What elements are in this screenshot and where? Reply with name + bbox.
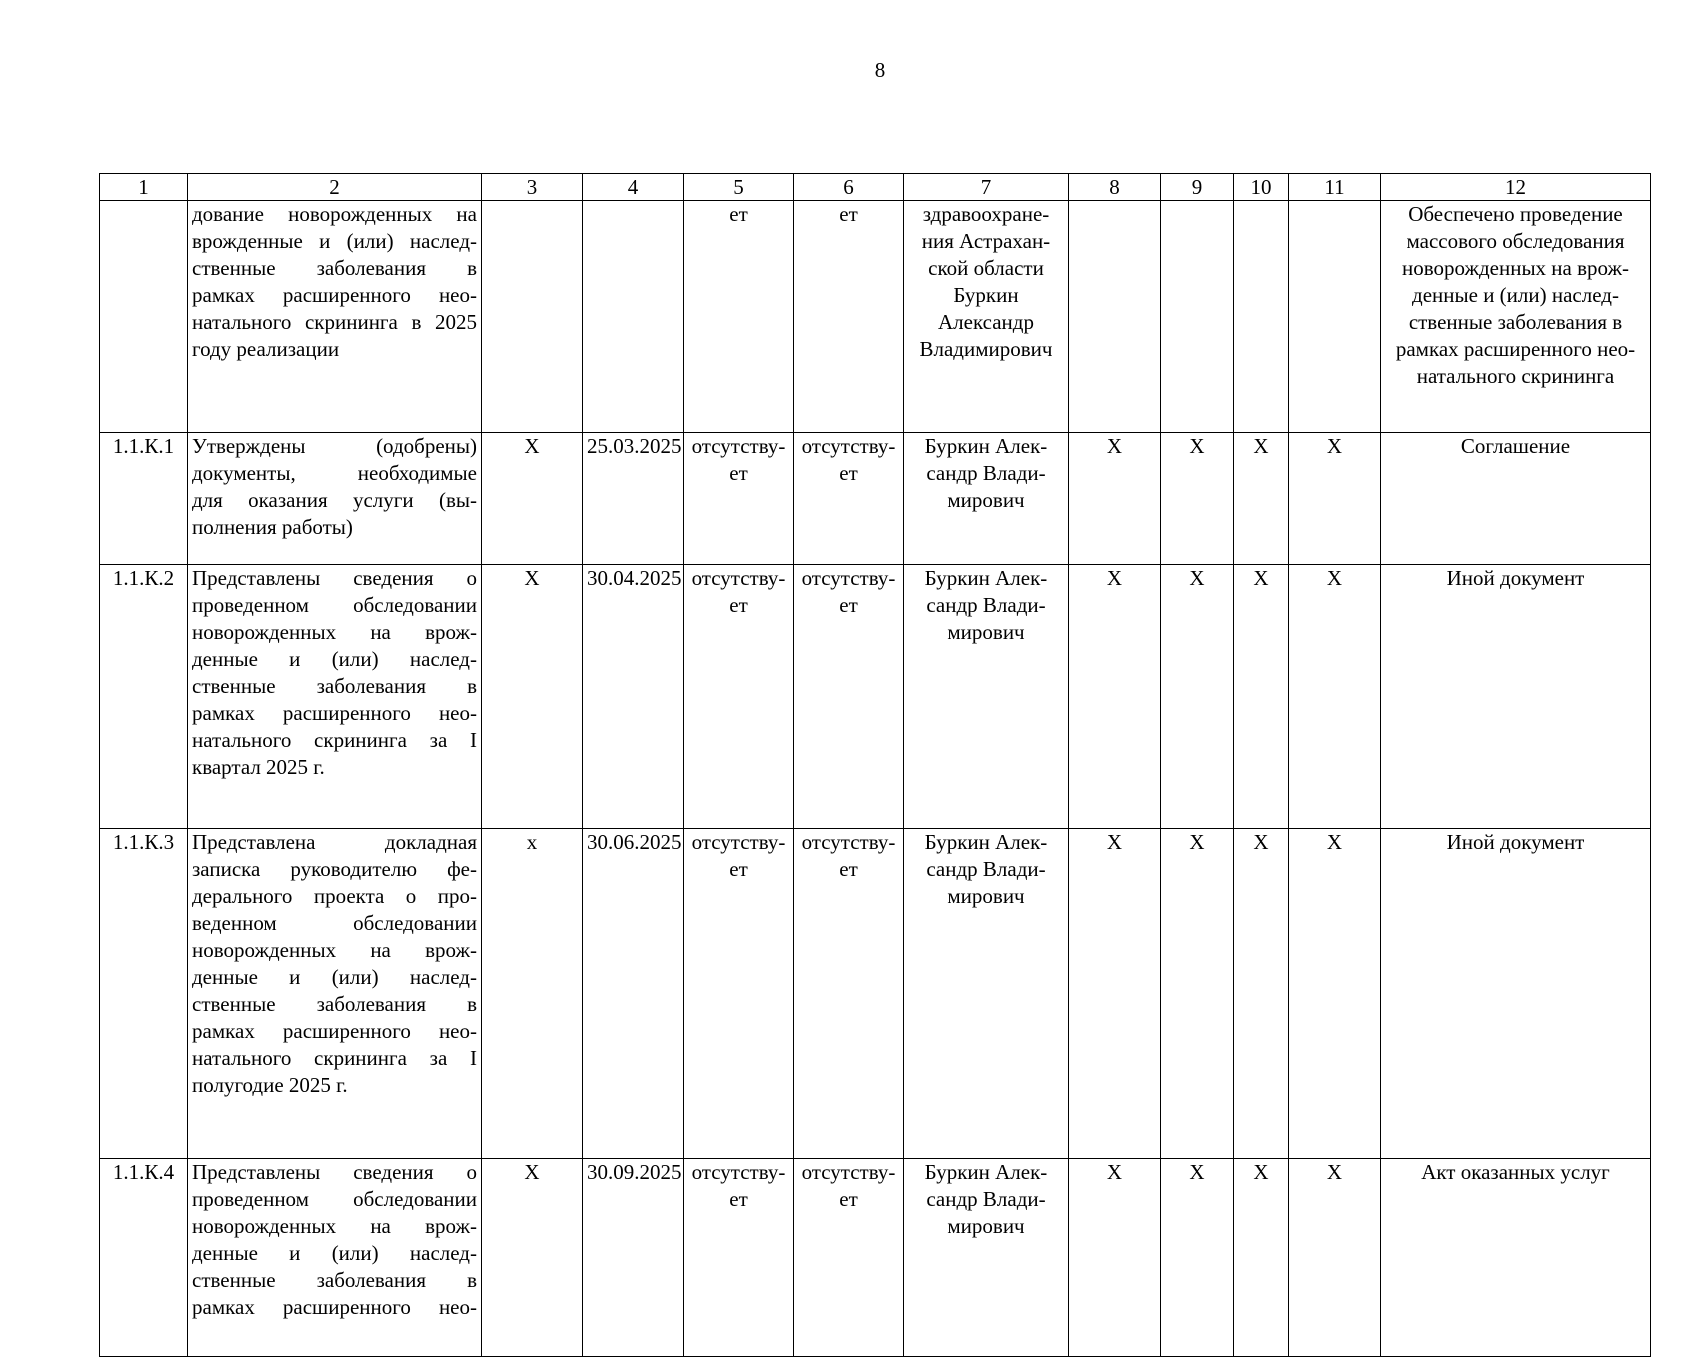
responsible-cell-line: сандр Влади- (926, 857, 1046, 881)
header-cell-5: 5 (684, 174, 794, 201)
header-row (100, 174, 1651, 201)
header-cell-4: 4 (583, 174, 684, 201)
description-line: ственные заболевания в (192, 992, 477, 1016)
result-document-cell-line: Иной документ (1446, 566, 1585, 590)
result-document-cell-line: Акт оказанных услуг (1421, 1160, 1610, 1184)
description-line: квартал 2025 г. (192, 755, 325, 779)
responsible-cell-line: мирович (947, 884, 1025, 908)
row-code-cell: 1.1.К.2 (100, 565, 188, 829)
result-document-cell (1381, 433, 1651, 565)
page-number: 8 (874, 58, 886, 82)
col8-cell: X (1069, 433, 1161, 565)
col9-cell (1161, 201, 1234, 433)
col9-cell: X (1161, 1159, 1234, 1357)
responsible-cell-line: Буркин Алек- (924, 566, 1048, 590)
description-line: ственные заболевания в (192, 256, 477, 280)
col3-cell (482, 201, 583, 433)
date-cell: 30.04.2025 (583, 565, 684, 829)
col6-cell-line: отсутству- (801, 830, 896, 854)
col9-cell: X (1161, 565, 1234, 829)
header-cell-8: 8 (1069, 174, 1161, 201)
col8-cell: X (1069, 565, 1161, 829)
col6-cell-line: отсутству- (801, 434, 896, 458)
header-cell-7: 7 (904, 174, 1069, 201)
description-line: ственные заболевания в (192, 1268, 477, 1292)
col5-cell-line: ет (729, 461, 748, 485)
col10-cell (1234, 201, 1289, 433)
result-document-cell (1381, 829, 1651, 1159)
row-description-cell (188, 565, 482, 829)
description-line: Представлена докладная (192, 830, 477, 854)
col5-cell-line: отсутству- (691, 830, 786, 854)
table-row (100, 201, 1651, 433)
responsible-cell-line: Владимирович (919, 337, 1053, 361)
description-line: для оказания услуги (вы- (192, 488, 477, 512)
col6-cell (794, 829, 904, 1159)
plan-table (99, 173, 1651, 1357)
description-line: проведенном обследовании (192, 593, 477, 617)
result-document-cell-line: натального скрининга (1416, 364, 1615, 388)
col9-cell: X (1161, 829, 1234, 1159)
description-line: новорожденных на врож- (192, 620, 477, 644)
col6-cell-line: ет (839, 461, 858, 485)
col5-cell (684, 201, 794, 433)
row-code-cell: 1.1.К.3 (100, 829, 188, 1159)
row-description-cell (188, 1159, 482, 1357)
table-row (100, 829, 1651, 1159)
description-line: рамках расширенного нео- (192, 1295, 477, 1319)
col6-cell (794, 433, 904, 565)
date-cell: 30.06.2025 (583, 829, 684, 1159)
responsible-cell-line: Александр (938, 310, 1034, 334)
result-document-cell-line: Обеспечено проведение (1408, 202, 1623, 226)
col6-cell-line: отсутству- (801, 1160, 896, 1184)
description-line: дерального проекта о про- (192, 884, 477, 908)
header-cell-2: 2 (188, 174, 482, 201)
description-line: полнения работы) (192, 515, 353, 539)
responsible-cell-line: ской области (928, 256, 1044, 280)
responsible-cell-line: Буркин Алек- (924, 434, 1048, 458)
col6-cell-line: ет (839, 593, 858, 617)
result-document-cell (1381, 1159, 1651, 1357)
table-row (100, 1159, 1651, 1357)
table-row (100, 565, 1651, 829)
description-line: денные и (или) наслед- (192, 647, 477, 671)
description-line: Представлены сведения о (192, 566, 477, 590)
result-document-cell-line: рамках расширенного нео- (1395, 337, 1636, 361)
header-cell-9: 9 (1161, 174, 1234, 201)
col5-cell-line: ет (729, 202, 748, 226)
col6-cell-line: ет (839, 202, 858, 226)
col3-cell: X (482, 1159, 583, 1357)
header-cell-12: 12 (1381, 174, 1651, 201)
col11-cell: X (1289, 1159, 1381, 1357)
result-document-cell-line: массового обследования (1406, 229, 1625, 253)
responsible-cell-line: Буркин Алек- (924, 830, 1048, 854)
col5-cell (684, 1159, 794, 1357)
responsible-cell-line: мирович (947, 620, 1025, 644)
col10-cell: X (1234, 565, 1289, 829)
description-line: врожденные и (или) наслед- (192, 229, 477, 253)
col6-cell (794, 1159, 904, 1357)
description-line: году реализации (192, 337, 340, 361)
responsible-cell-line: Буркин (953, 283, 1019, 307)
description-line: полугодие 2025 г. (192, 1073, 348, 1097)
responsible-cell-line: сандр Влади- (926, 461, 1046, 485)
description-line: рамках расширенного нео- (192, 701, 477, 725)
responsible-cell-line: здравоохране- (922, 202, 1050, 226)
description-line: денные и (или) наслед- (192, 965, 477, 989)
header-cell-11: 11 (1289, 174, 1381, 201)
date-cell (583, 201, 684, 433)
description-line: дование новорожденных на (192, 202, 477, 226)
col5-cell-line: ет (729, 593, 748, 617)
col5-cell-line: отсутству- (691, 434, 786, 458)
header-cell-1: 1 (100, 174, 188, 201)
responsible-cell (904, 201, 1069, 433)
col3-cell: x (482, 829, 583, 1159)
responsible-cell (904, 433, 1069, 565)
description-line: натального скрининга за I (192, 728, 477, 752)
header-cell-3: 3 (482, 174, 583, 201)
result-document-cell-line: Соглашение (1460, 434, 1571, 458)
col5-cell-line: отсутству- (691, 566, 786, 590)
row-description-cell (188, 829, 482, 1159)
col5-cell-line: отсутству- (691, 1160, 786, 1184)
result-document-cell-line: ственные заболевания в (1408, 310, 1623, 334)
col11-cell: X (1289, 565, 1381, 829)
col5-cell-line: ет (729, 1187, 748, 1211)
col5-cell (684, 433, 794, 565)
description-line: Представлены сведения о (192, 1160, 477, 1184)
description-line: ственные заболевания в (192, 674, 477, 698)
col6-cell-line: ет (839, 857, 858, 881)
col10-cell: X (1234, 829, 1289, 1159)
result-document-cell (1381, 201, 1651, 433)
col5-cell (684, 565, 794, 829)
col8-cell (1069, 201, 1161, 433)
responsible-cell (904, 829, 1069, 1159)
description-line: документы, необходимые (192, 461, 477, 485)
row-code-cell (100, 201, 188, 433)
header-cell-6: 6 (794, 174, 904, 201)
col11-cell: X (1289, 433, 1381, 565)
col10-cell: X (1234, 1159, 1289, 1357)
row-code-cell: 1.1.К.1 (100, 433, 188, 565)
description-line: Утверждены (одобрены) (192, 434, 477, 458)
table-row (100, 433, 1651, 565)
responsible-cell-line: ния Астрахан- (921, 229, 1051, 253)
col5-cell-line: ет (729, 857, 748, 881)
date-cell: 30.09.2025 (583, 1159, 684, 1357)
responsible-cell-line: мирович (947, 1214, 1025, 1238)
result-document-cell (1381, 565, 1651, 829)
row-code-cell: 1.1.К.4 (100, 1159, 188, 1357)
responsible-cell (904, 1159, 1069, 1357)
description-line: записка руководителю фе- (192, 857, 477, 881)
description-line: веденном обследовании (192, 911, 477, 935)
responsible-cell-line: сандр Влади- (926, 1187, 1046, 1211)
result-document-cell-line: новорожденных на врож- (1401, 256, 1630, 280)
description-line: рамках расширенного нео- (192, 1019, 477, 1043)
col6-cell-line: ет (839, 1187, 858, 1211)
description-line: натального скрининга в 2025 (192, 310, 477, 334)
col9-cell: X (1161, 433, 1234, 565)
col8-cell: X (1069, 1159, 1161, 1357)
col6-cell (794, 201, 904, 433)
responsible-cell-line: сандр Влади- (926, 593, 1046, 617)
col5-cell (684, 829, 794, 1159)
header-cell-10: 10 (1234, 174, 1289, 201)
col10-cell: X (1234, 433, 1289, 565)
description-line: новорожденных на врож- (192, 938, 477, 962)
description-line: денные и (или) наслед- (192, 1241, 477, 1265)
date-cell: 25.03.2025 (583, 433, 684, 565)
description-line: новорожденных на врож- (192, 1214, 477, 1238)
row-description-cell (188, 433, 482, 565)
col8-cell: X (1069, 829, 1161, 1159)
description-line: натального скрининга за I (192, 1046, 477, 1070)
description-line: рамках расширенного нео- (192, 283, 477, 307)
responsible-cell-line: мирович (947, 488, 1025, 512)
description-line: проведенном обследовании (192, 1187, 477, 1211)
result-document-cell-line: денные и (или) наслед- (1412, 283, 1619, 307)
col11-cell: X (1289, 829, 1381, 1159)
col11-cell (1289, 201, 1381, 433)
row-description-cell (188, 201, 482, 433)
result-document-cell-line: Иной документ (1446, 830, 1585, 854)
col6-cell-line: отсутству- (801, 566, 896, 590)
responsible-cell (904, 565, 1069, 829)
responsible-cell-line: Буркин Алек- (924, 1160, 1048, 1184)
col3-cell: X (482, 433, 583, 565)
col3-cell: X (482, 565, 583, 829)
col6-cell (794, 565, 904, 829)
